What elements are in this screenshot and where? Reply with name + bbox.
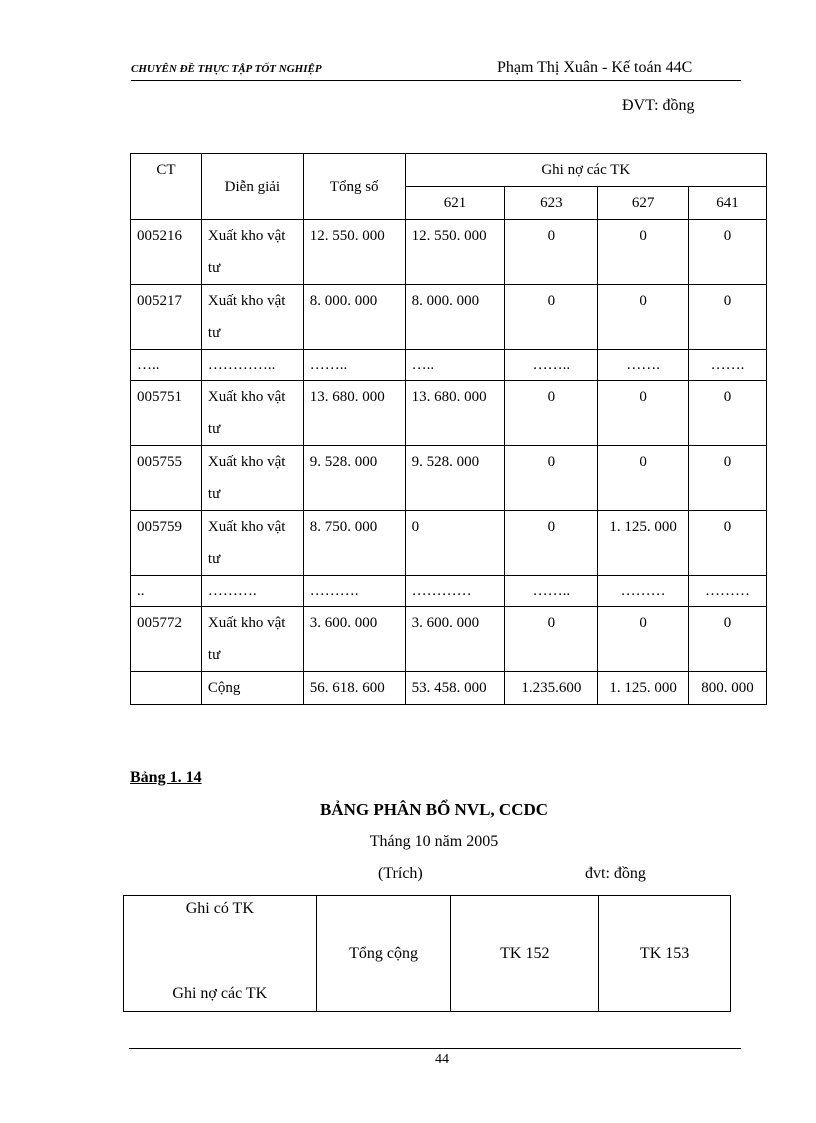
table-cell: …………: [405, 576, 505, 607]
table-cell: 005772: [131, 607, 202, 672]
table-cell: 3. 600. 000: [405, 607, 505, 672]
table-cell: 0: [505, 381, 598, 446]
table-cell: Xuất kho vật tư: [201, 446, 303, 511]
table-cell: Xuất kho vật tư: [201, 285, 303, 350]
table-cell: ……..: [505, 350, 598, 381]
table-cell: 1. 125. 000: [598, 672, 689, 705]
table-cell: 8. 000. 000: [303, 285, 405, 350]
col-tk-header: 623: [505, 187, 598, 220]
table-row: [131, 220, 767, 285]
table-cell: …..: [405, 350, 505, 381]
col-tk-header: 641: [689, 187, 767, 220]
table-cell: ……….: [303, 576, 405, 607]
table-cell: 0: [598, 285, 689, 350]
table-row: [131, 350, 767, 381]
table-cell: 0: [598, 446, 689, 511]
table-cell: 0: [505, 446, 598, 511]
col-tong-so-header: Tổng số: [303, 154, 405, 220]
table-header-row: [124, 896, 731, 1012]
table-cell: 0: [689, 381, 767, 446]
table-cell: 0: [689, 446, 767, 511]
table-cell: 12. 550. 000: [303, 220, 405, 285]
table-cell: …….: [689, 350, 767, 381]
allocation-subtitle: Tháng 10 năm 2005: [369, 833, 499, 850]
col-dien-giai-header: Diễn giải: [201, 154, 303, 220]
page-number: 44: [435, 1052, 449, 1067]
table-cell: ……….: [201, 576, 303, 607]
table-cell: 005759: [131, 511, 202, 576]
footer-rule: [129, 1048, 741, 1049]
tong-cong-header: Tổng cộng: [316, 896, 451, 1012]
table-cell: 0: [689, 511, 767, 576]
table-cell: 0: [689, 607, 767, 672]
table-cell: 005216: [131, 220, 202, 285]
table-cell: ……..: [505, 576, 598, 607]
table-cell: 0: [689, 220, 767, 285]
ledger-table: [130, 153, 767, 705]
table-cell: ………: [598, 576, 689, 607]
table-cell: 9. 528. 000: [303, 446, 405, 511]
table-cell: 56. 618. 600: [303, 672, 405, 705]
col-tk-header: 627: [598, 187, 689, 220]
excerpt-note: (Trích): [378, 865, 423, 882]
table-cell: 13. 680. 000: [303, 381, 405, 446]
tk153-header: TK 153: [599, 896, 731, 1012]
table-cell: Xuất kho vật tư: [201, 220, 303, 285]
table-cell: 0: [505, 607, 598, 672]
header-rule: [131, 80, 741, 81]
table-cell: 3. 600. 000: [303, 607, 405, 672]
col-tk-header: 621: [405, 187, 505, 220]
table-cell: 0: [598, 220, 689, 285]
table-cell: Xuất kho vật tư: [201, 511, 303, 576]
table-cell: 005755: [131, 446, 202, 511]
col-ct-header: CT: [131, 154, 202, 220]
table-cell: …….: [598, 350, 689, 381]
table-cell: 0: [689, 285, 767, 350]
tk152-header: TK 152: [451, 896, 599, 1012]
unit-label: ĐVT: đồng: [622, 97, 695, 114]
table-cell: 005217: [131, 285, 202, 350]
table-cell: 005751: [131, 381, 202, 446]
split-header-cell: [124, 896, 317, 1012]
ghi-co-label: Ghi có TK: [185, 900, 254, 917]
table-cell: Cộng: [201, 672, 303, 705]
table-cell: Xuất kho vật tư: [201, 381, 303, 446]
table-cell: 1.235.600: [505, 672, 598, 705]
ghi-no-label: Ghi nợ các TK: [172, 985, 268, 1002]
col-ghi-no-header: Ghi nợ các TK: [405, 154, 766, 187]
table-cell: 0: [505, 285, 598, 350]
table-cell: 0: [598, 607, 689, 672]
table-cell: 9. 528. 000: [405, 446, 505, 511]
table-cell: 8. 000. 000: [405, 285, 505, 350]
table-cell: 53. 458. 000: [405, 672, 505, 705]
table-cell: ..: [131, 576, 202, 607]
table-cell: 12. 550. 000: [405, 220, 505, 285]
table-row: [131, 511, 767, 576]
table-header-row: [131, 154, 767, 187]
table-row: [131, 672, 767, 705]
table-row: [131, 381, 767, 446]
allocation-table: [123, 895, 731, 1012]
table-cell: 13. 680. 000: [405, 381, 505, 446]
table-cell: 8. 750. 000: [303, 511, 405, 576]
table-cell: [131, 672, 202, 705]
table-row: [131, 607, 767, 672]
table-cell: 0: [505, 511, 598, 576]
table-cell: ………: [689, 576, 767, 607]
table-cell: 1. 125. 000: [598, 511, 689, 576]
table-cell: 0: [405, 511, 505, 576]
table-cell: …..: [131, 350, 202, 381]
table-caption: Bảng 1. 14: [130, 769, 202, 786]
table-row: [131, 576, 767, 607]
header-left: CHUYÊN ĐỀ THỰC TẬP TỐT NGHIỆP: [131, 63, 322, 75]
header-right: Phạm Thị Xuân - Kế toán 44C: [497, 59, 693, 76]
table-cell: …………..: [201, 350, 303, 381]
unit-label-2: đvt: đồng: [585, 865, 646, 882]
table-cell: 800. 000: [689, 672, 767, 705]
table-cell: ……..: [303, 350, 405, 381]
table-cell: 0: [598, 381, 689, 446]
allocation-title: BẢNG PHÂN BỔ NVL, CCDC: [319, 800, 549, 819]
table-row: [131, 285, 767, 350]
table-cell: 0: [505, 220, 598, 285]
table-cell: Xuất kho vật tư: [201, 607, 303, 672]
table-row: [131, 446, 767, 511]
